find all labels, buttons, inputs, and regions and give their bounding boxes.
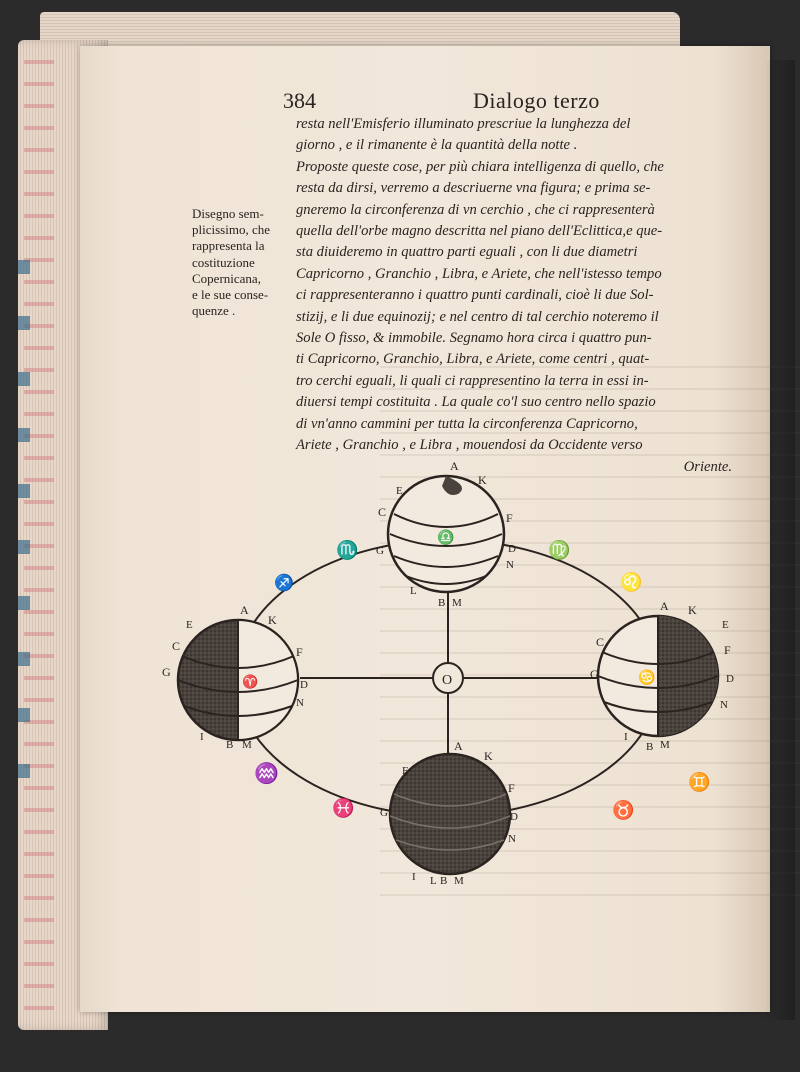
page-number: 384 (283, 88, 316, 113)
cancer-symbol: ♋ (638, 671, 656, 686)
label-i-bottom: I (412, 871, 416, 883)
body-line: stizij, e li due equinozij; e nel centro di tal cerchio noteremo il (296, 308, 659, 325)
body-line: giorno , e il rimanente è la quantità della notte . (296, 137, 578, 154)
label-n-left: N (296, 697, 304, 709)
label-m-right: M (660, 739, 670, 751)
body-line: resta da dirsi, verremo a descriuerne vna figura; e prima se- (296, 180, 651, 197)
label-g-right: G (590, 667, 599, 681)
marginal-note-line: costituzione (192, 254, 255, 270)
label-f-right: F (724, 643, 731, 657)
libra-symbol: ♎ (437, 531, 455, 546)
label-d-top: D (508, 543, 516, 555)
label-b-top: B (438, 597, 446, 609)
aries-symbol: ♈ (242, 674, 259, 689)
body-line: di vn'anno cammini per tutta la circonferenza Capricorno, (296, 415, 638, 432)
label-g-top: G (376, 545, 384, 557)
leo-symbol: ♌ (620, 572, 643, 592)
label-l-bottom: L (430, 875, 437, 887)
scorpio-symbol: ♏ (336, 540, 359, 560)
globe-right (598, 616, 718, 736)
marginal-note-line: quenze . (192, 303, 236, 319)
aquarius-symbol: ♒ (254, 763, 279, 785)
label-a-bottom: A (454, 739, 463, 753)
label-n-top: N (506, 559, 514, 571)
body-line: Ariete , Granchio , e Libra , mouendosi da Occidente verso (296, 437, 643, 454)
label-m-bottom: M (454, 875, 464, 887)
label-a-left: A (240, 603, 249, 617)
taurus-symbol: ♉ (612, 800, 635, 820)
marginal-note-line: Disegno sem- (192, 206, 264, 221)
body-line: quella dell'orbe magno descritta nel piano dell'Eclittica,e que- (296, 223, 663, 240)
label-g-bottom: G (380, 807, 388, 819)
label-b-left: B (226, 739, 234, 751)
page-header-title: Dialogo terzo (473, 88, 600, 113)
label-l-top: L (410, 585, 417, 597)
label-a-right: A (660, 599, 669, 613)
label-m-left: M (242, 739, 252, 751)
virgo-symbol: ♍ (548, 540, 571, 560)
label-f-bottom: F (508, 781, 515, 795)
label-c-top: C (378, 505, 387, 519)
label-b-bottom: B (440, 875, 448, 887)
marginal-note-line: plicissimo, che (192, 222, 270, 238)
label-e-right: E (722, 619, 729, 631)
label-c-left: C (172, 639, 181, 653)
marginal-note (192, 206, 288, 319)
label-k-left: K (268, 613, 277, 627)
viewer-bottom-strip (0, 1040, 800, 1072)
label-k-top: K (478, 473, 487, 487)
label-i-right: I (624, 731, 628, 743)
page-gutter-shadow (765, 60, 795, 1020)
body-line: Proposte queste cose, per più chiara intelligenza di quello, che (296, 158, 664, 175)
body-line: gneremo la circonferenza di vn cerchio , che ci rappresenterà (296, 201, 655, 218)
label-d-bottom: D (510, 811, 518, 823)
body-line: Capricorno , Granchio , Libra, e Ariete, che nell'istesso tempo (296, 265, 662, 282)
globe-top (388, 476, 504, 592)
label-a-top: A (450, 459, 459, 473)
body-line: diuersi tempi costituita . La quale co'l suo centro nello spazio (296, 394, 656, 411)
body-line: Sole O fisso, & immobile. Segnamo hora circa i quattro pun- (296, 330, 652, 347)
label-d-left: D (300, 679, 308, 691)
label-m-top: M (452, 597, 462, 609)
body-line: sta diuideremo in quattro parti eguali , con li due diametri (296, 244, 638, 261)
marginal-note-line: Copernicana, (192, 270, 261, 286)
label-n-right: N (720, 699, 728, 711)
label-k-bottom: K (484, 749, 493, 763)
label-g-left: G (162, 665, 171, 679)
sagittarius-symbol: ♐ (274, 575, 294, 592)
globe-left (178, 620, 298, 740)
pisces-symbol: ♓ (332, 798, 355, 818)
label-n-bottom: N (508, 833, 516, 845)
label-f-left: F (296, 645, 303, 659)
label-i-left: I (200, 731, 204, 743)
body-line: Oriente. (683, 458, 732, 475)
body-line: resta nell'Emisferio illuminato prescriue la lunghezza del (296, 116, 631, 132)
copernican-diagram (150, 450, 750, 900)
label-e-left: E (186, 619, 193, 631)
marginal-note-line: rappresenta la (192, 238, 265, 254)
label-e-top: E (396, 485, 403, 497)
label-b-right: B (646, 741, 654, 753)
diagram-svg (150, 450, 750, 900)
label-k-right: K (688, 603, 697, 617)
label-e-bottom: E (402, 765, 409, 777)
page-edge-blue-marks (18, 260, 30, 780)
body-text (296, 114, 762, 478)
body-line: ci rappresenteranno i quattro punti cardinali, cioè li due Sol- (296, 287, 654, 304)
body-line: ti Capricorno, Granchio, Libra, e Ariete, come centri , quat- (296, 351, 650, 368)
label-f-top: F (506, 511, 513, 525)
gemini-symbol: ♊ (688, 772, 711, 792)
sun-label: O (442, 673, 453, 688)
marginal-note-line: e le sue conse- (192, 287, 269, 303)
label-d-right: D (726, 673, 734, 685)
label-c-right: C (596, 635, 605, 649)
body-line: tro cerchi eguali, li quali ci rappresentino la terra in essi in- (296, 372, 649, 389)
